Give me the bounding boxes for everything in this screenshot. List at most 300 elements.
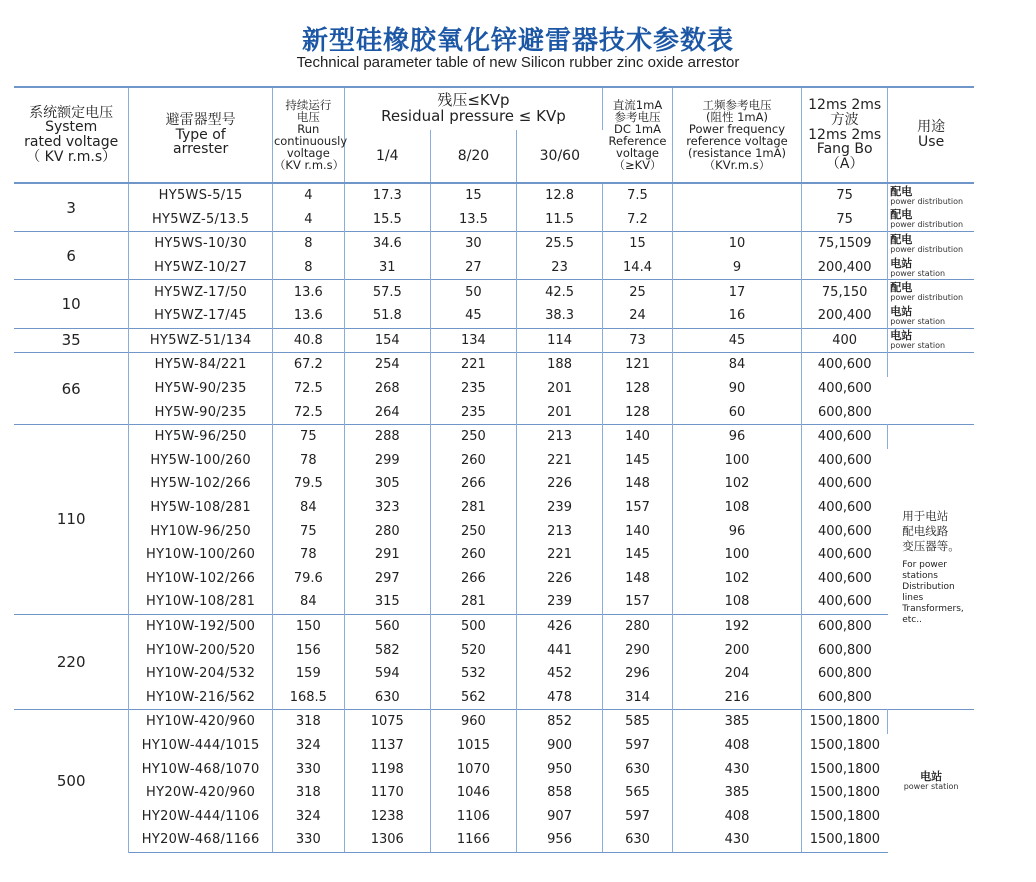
model-cell: HY5W-90/235 — [129, 377, 273, 401]
residual-1-4-cell: 1198 — [344, 757, 430, 781]
run-voltage-cell: 84 — [272, 496, 344, 520]
table-row — [14, 781, 974, 805]
use-en: power distribution — [890, 244, 964, 254]
residual-8-20-cell: 250 — [430, 519, 516, 543]
residual-30-60-cell: 226 — [517, 567, 603, 591]
use-cell — [888, 256, 974, 280]
dc-reference-cell: 15 — [603, 232, 673, 256]
table-row — [14, 757, 974, 781]
model-cell: HY10W-204/532 — [129, 662, 273, 686]
residual-30-60-cell: 452 — [517, 662, 603, 686]
system-voltage-cell: 500 — [14, 710, 129, 853]
model-cell: HY10W-192/500 — [129, 614, 273, 638]
run-voltage-cell: 78 — [272, 543, 344, 567]
dc-reference-cell: 630 — [603, 828, 673, 852]
run-voltage-cell: 324 — [272, 804, 344, 828]
use-cell — [888, 280, 974, 304]
use-en-line: Distribution — [902, 581, 955, 592]
use-cn: 配电 — [890, 184, 913, 198]
residual-1-4-cell: 57.5 — [344, 280, 430, 304]
page-title: 新型硅橡胶氧化锌避雷器技术参数表 — [301, 26, 734, 56]
header-residual-1-4: 1/4 — [344, 130, 430, 183]
residual-30-60-cell: 11.5 — [517, 208, 603, 232]
table-row — [14, 638, 974, 662]
dc-reference-cell: 597 — [603, 804, 673, 828]
residual-1-4-cell: 1137 — [344, 734, 430, 758]
table-row — [14, 804, 974, 828]
table-row — [14, 614, 974, 638]
use-cell — [888, 353, 974, 425]
residual-8-20-cell: 281 — [430, 496, 516, 520]
dc-reference-cell: 280 — [603, 614, 673, 638]
square-wave-cell: 600,800 — [818, 689, 872, 705]
residual-30-60-cell: 950 — [517, 757, 603, 781]
run-voltage-cell: 8 — [272, 232, 344, 256]
residual-30-60-cell: 478 — [517, 685, 603, 709]
power-frequency-cell: 9 — [672, 256, 801, 280]
residual-1-4-cell: 31 — [344, 256, 430, 280]
model-cell: HY5WZ-17/45 — [129, 304, 273, 328]
dc-reference-cell: 565 — [603, 781, 673, 805]
table-row — [14, 567, 974, 591]
residual-30-60-cell: 441 — [517, 638, 603, 662]
residual-30-60-cell: 213 — [517, 424, 603, 448]
system-voltage-cell: 6 — [14, 232, 129, 280]
table-row — [14, 208, 974, 232]
residual-30-60-cell: 852 — [517, 710, 603, 734]
table-row — [14, 734, 974, 758]
residual-1-4-cell: 34.6 — [344, 232, 430, 256]
residual-30-60-cell: 25.5 — [517, 232, 603, 256]
residual-8-20-cell: 30 — [430, 232, 516, 256]
dc-reference-cell: 14.4 — [603, 256, 673, 280]
residual-1-4-cell: 297 — [344, 567, 430, 591]
use-cell — [888, 304, 974, 328]
header-power-frequency: 工频参考电压 (阻性 1mA) Power frequency reference voltage (resistance 1mA) （KVr.m.s） — [672, 87, 801, 183]
square-wave-cell: 1500,1800 — [809, 785, 881, 801]
run-voltage-cell: 67.2 — [272, 353, 344, 377]
model-cell: HY20W-468/1166 — [129, 828, 273, 852]
dc-reference-cell: 290 — [603, 638, 673, 662]
model-cell: HY5W-96/250 — [129, 424, 273, 448]
use-cn-line: 变压器等。 — [902, 538, 960, 553]
table-row — [14, 400, 974, 424]
residual-30-60-cell: 226 — [517, 472, 603, 496]
square-wave-cell: 400,600 — [818, 523, 872, 539]
run-voltage-cell: 84 — [272, 590, 344, 614]
table-row — [14, 232, 974, 256]
residual-30-60-cell: 858 — [517, 781, 603, 805]
table-row — [14, 662, 974, 686]
system-voltage-cell: 10 — [14, 280, 129, 328]
run-voltage-cell: 13.6 — [272, 304, 344, 328]
dc-reference-cell: 157 — [603, 496, 673, 520]
square-wave-cell: 400,600 — [802, 353, 888, 377]
use-cn: 电站 — [890, 329, 913, 343]
residual-8-20-cell: 134 — [430, 328, 516, 353]
dc-reference-cell: 73 — [603, 328, 673, 353]
residual-8-20-cell: 260 — [430, 449, 516, 473]
model-cell: HY5W-84/221 — [129, 353, 273, 377]
residual-8-20-cell: 281 — [430, 590, 516, 614]
residual-1-4-cell: 254 — [344, 353, 430, 377]
use-ehv-block — [888, 771, 974, 791]
run-voltage-cell: 168.5 — [272, 685, 344, 709]
residual-30-60-cell: 213 — [517, 519, 603, 543]
use-en: power station — [890, 268, 946, 278]
run-voltage-cell: 78 — [272, 449, 344, 473]
table-row — [14, 256, 974, 280]
power-frequency-cell: 90 — [672, 377, 801, 401]
use-cn: 电站 — [890, 256, 913, 270]
dc-reference-cell: 140 — [603, 424, 673, 448]
power-frequency-cell: 192 — [672, 614, 801, 638]
use-cn-line: 配电线路 — [902, 523, 949, 538]
square-wave-cell: 400,600 — [818, 594, 872, 610]
square-wave-cell: 600,800 — [818, 642, 872, 658]
model-cell: HY10W-468/1070 — [129, 757, 273, 781]
use-en: power distribution — [890, 293, 964, 303]
table-row — [14, 590, 974, 614]
run-voltage-cell: 79.5 — [272, 472, 344, 496]
table-row — [14, 472, 974, 496]
residual-1-4-cell: 1306 — [344, 828, 430, 852]
residual-1-4-cell: 15.5 — [344, 208, 430, 232]
run-voltage-cell: 72.5 — [272, 400, 344, 424]
square-wave-cell: 400,600 — [818, 381, 872, 397]
dc-reference-cell: 314 — [603, 685, 673, 709]
use-cn-line: 用于电站 — [902, 508, 949, 523]
model-cell: HY20W-420/960 — [129, 781, 273, 805]
power-frequency-cell: 102 — [672, 567, 801, 591]
power-frequency-cell: 96 — [672, 424, 801, 448]
power-frequency-cell: 16 — [672, 304, 801, 328]
table-row — [14, 304, 974, 328]
residual-8-20-cell: 1106 — [430, 804, 516, 828]
power-frequency-cell: 45 — [672, 328, 801, 353]
square-wave-cell: 1500,1800 — [809, 737, 881, 753]
run-voltage-cell: 75 — [272, 519, 344, 543]
model-cell: HY20W-444/1106 — [129, 804, 273, 828]
system-voltage-cell: 35 — [14, 328, 129, 353]
dc-reference-cell: 7.5 — [603, 183, 673, 208]
dc-reference-cell: 7.2 — [603, 208, 673, 232]
residual-8-20-cell: 532 — [430, 662, 516, 686]
model-cell: HY5WZ-5/13.5 — [129, 208, 273, 232]
square-wave-cell: 200,400 — [802, 304, 888, 328]
residual-1-4-cell: 1170 — [344, 781, 430, 805]
system-voltage-cell: 220 — [14, 614, 129, 709]
residual-1-4-cell: 323 — [344, 496, 430, 520]
model-cell: HY10W-96/250 — [129, 519, 273, 543]
residual-8-20-cell: 1015 — [430, 734, 516, 758]
power-frequency-cell: 100 — [672, 449, 801, 473]
power-frequency-cell: 60 — [672, 400, 801, 424]
residual-8-20-cell: 45 — [430, 304, 516, 328]
square-wave-cell: 600,800 — [802, 614, 888, 638]
residual-8-20-cell: 1166 — [430, 828, 516, 852]
residual-8-20-cell: 500 — [430, 614, 516, 638]
run-voltage-cell: 318 — [272, 710, 344, 734]
residual-8-20-cell: 221 — [430, 353, 516, 377]
use-cell — [888, 710, 974, 853]
use-en: power distribution — [890, 220, 964, 230]
model-cell: HY10W-444/1015 — [129, 734, 273, 758]
model-cell: HY5WZ-17/50 — [129, 280, 273, 304]
dc-reference-cell: 140 — [603, 519, 673, 543]
power-frequency-cell: 408 — [672, 804, 801, 828]
table-row — [14, 543, 974, 567]
model-cell: HY10W-200/520 — [129, 638, 273, 662]
residual-1-4-cell: 291 — [344, 543, 430, 567]
power-frequency-cell: 430 — [672, 757, 801, 781]
residual-8-20-cell: 250 — [430, 424, 516, 448]
header-type: 避雷器型号 Type of arrester — [129, 87, 273, 183]
run-voltage-cell: 4 — [272, 208, 344, 232]
header-residual-8-20: 8/20 — [430, 130, 516, 183]
square-wave-cell: 400,600 — [818, 547, 872, 563]
residual-8-20-cell: 13.5 — [430, 208, 516, 232]
model-cell: HY10W-108/281 — [129, 590, 273, 614]
run-voltage-cell: 159 — [272, 662, 344, 686]
table-row — [14, 496, 974, 520]
use-cn: 配电 — [890, 281, 913, 295]
power-frequency-cell: 430 — [672, 828, 801, 852]
square-wave-cell: 75,1509 — [802, 232, 888, 256]
residual-30-60-cell: 239 — [517, 496, 603, 520]
power-frequency-cell: 17 — [672, 280, 801, 304]
header-use: 用途 Use — [888, 87, 974, 183]
square-wave-cell: 600,800 — [818, 666, 872, 682]
run-voltage-cell: 318 — [272, 781, 344, 805]
residual-8-20-cell: 1046 — [430, 781, 516, 805]
residual-1-4-cell: 1075 — [344, 710, 430, 734]
table-row — [14, 424, 974, 448]
dc-reference-cell: 121 — [603, 353, 673, 377]
table-row — [14, 377, 974, 401]
model-cell: HY10W-420/960 — [129, 710, 273, 734]
table-body — [14, 183, 974, 852]
table-row — [14, 328, 974, 353]
power-frequency-cell: 84 — [672, 353, 801, 377]
residual-8-20-cell: 562 — [430, 685, 516, 709]
model-cell: HY10W-216/562 — [129, 685, 273, 709]
square-wave-cell: 600,800 — [818, 404, 872, 420]
dc-reference-cell: 128 — [603, 377, 673, 401]
power-frequency-cell: 100 — [672, 543, 801, 567]
run-voltage-cell: 330 — [272, 757, 344, 781]
power-frequency-cell: 108 — [672, 496, 801, 520]
residual-30-60-cell: 114 — [517, 328, 603, 353]
residual-8-20-cell: 27 — [430, 256, 516, 280]
residual-1-4-cell: 594 — [344, 662, 430, 686]
residual-1-4-cell: 268 — [344, 377, 430, 401]
residual-30-60-cell: 221 — [517, 543, 603, 567]
residual-30-60-cell: 201 — [517, 400, 603, 424]
table-row — [14, 828, 974, 852]
residual-1-4-cell: 582 — [344, 638, 430, 662]
residual-1-4-cell: 315 — [344, 590, 430, 614]
run-voltage-cell: 8 — [272, 256, 344, 280]
use-cn: 电站 — [920, 770, 943, 784]
table-row — [14, 449, 974, 473]
residual-8-20-cell: 960 — [430, 710, 516, 734]
square-wave-cell: 400,600 — [818, 452, 872, 468]
model-cell: HY5W-90/235 — [129, 400, 273, 424]
use-en-line: stations — [902, 570, 938, 581]
run-voltage-cell: 79.6 — [272, 567, 344, 591]
power-frequency-cell: 385 — [672, 781, 801, 805]
residual-30-60-cell: 900 — [517, 734, 603, 758]
square-wave-cell: 400,600 — [818, 476, 872, 492]
square-wave-cell: 75 — [802, 183, 888, 208]
header-system-voltage: 系统额定电压 System rated voltage （ KV r.m.s） — [14, 87, 129, 183]
residual-8-20-cell: 15 — [430, 183, 516, 208]
dc-reference-cell: 145 — [603, 449, 673, 473]
residual-8-20-cell: 235 — [430, 377, 516, 401]
square-wave-cell: 1500,1800 — [809, 761, 881, 777]
square-wave-cell: 1500,1800 — [802, 710, 888, 734]
run-voltage-cell: 13.6 — [272, 280, 344, 304]
header-residual: 残压≤KVp Residual pressure ≤ KVp — [344, 87, 602, 130]
model-cell: HY10W-100/260 — [129, 543, 273, 567]
use-en: power distribution — [890, 196, 964, 206]
residual-1-4-cell: 51.8 — [344, 304, 430, 328]
use-en-line: etc.. — [902, 614, 922, 625]
header-dc-reference: 直流1mA 参考电压 DC 1mA Reference voltage （≥KV） — [603, 87, 673, 183]
use-en: power station — [903, 782, 959, 792]
residual-30-60-cell: 12.8 — [517, 183, 603, 208]
residual-8-20-cell: 235 — [430, 400, 516, 424]
residual-8-20-cell: 266 — [430, 472, 516, 496]
residual-8-20-cell: 50 — [430, 280, 516, 304]
power-frequency-cell: 108 — [672, 590, 801, 614]
table-row — [14, 710, 974, 734]
power-frequency-cell: 385 — [672, 710, 801, 734]
residual-8-20-cell: 266 — [430, 567, 516, 591]
square-wave-cell: 1500,1800 — [809, 808, 881, 824]
dc-reference-cell: 630 — [603, 757, 673, 781]
system-voltage-cell: 110 — [14, 424, 129, 614]
model-cell: HY10W-102/266 — [129, 567, 273, 591]
table-header — [14, 87, 974, 183]
model-cell: HY5W-108/281 — [129, 496, 273, 520]
residual-30-60-cell: 426 — [517, 614, 603, 638]
table-row — [14, 353, 974, 377]
use-cn: 电站 — [890, 304, 913, 318]
use-en-line: Transformers, — [902, 603, 964, 614]
run-voltage-cell: 72.5 — [272, 377, 344, 401]
power-frequency-cell: 204 — [672, 662, 801, 686]
dc-reference-cell: 148 — [603, 472, 673, 496]
system-voltage-cell: 66 — [14, 353, 129, 425]
model-cell: HY5WS-10/30 — [129, 232, 273, 256]
use-substation-block — [888, 509, 974, 626]
page-subtitle: Technical parameter table of new Silicon rubber zinc oxide arrestor — [296, 54, 740, 71]
power-frequency-cell — [672, 183, 801, 208]
parameter-table — [14, 86, 974, 853]
table-row — [14, 685, 974, 709]
power-frequency-cell: 96 — [672, 519, 801, 543]
run-voltage-cell: 75 — [272, 424, 344, 448]
use-en: power station — [890, 341, 946, 351]
use-en-line: lines — [902, 592, 924, 603]
square-wave-cell: 1500,1800 — [802, 828, 888, 852]
model-cell: HY5W-100/260 — [129, 449, 273, 473]
use-cn: 配电 — [890, 208, 913, 222]
dc-reference-cell: 296 — [603, 662, 673, 686]
square-wave-cell: 75,150 — [802, 280, 888, 304]
use-cell — [888, 232, 974, 256]
dc-reference-cell: 128 — [603, 400, 673, 424]
square-wave-cell: 400 — [802, 328, 888, 353]
header-residual-30-60: 30/60 — [517, 130, 603, 183]
residual-8-20-cell: 1070 — [430, 757, 516, 781]
residual-1-4-cell: 560 — [344, 614, 430, 638]
table-row — [14, 519, 974, 543]
use-cell — [888, 183, 974, 208]
dc-reference-cell: 145 — [603, 543, 673, 567]
power-frequency-cell: 200 — [672, 638, 801, 662]
square-wave-cell: 75 — [802, 208, 888, 232]
residual-30-60-cell: 188 — [517, 353, 603, 377]
square-wave-cell: 400,600 — [818, 500, 872, 516]
residual-30-60-cell: 23 — [517, 256, 603, 280]
residual-30-60-cell: 42.5 — [517, 280, 603, 304]
residual-8-20-cell: 260 — [430, 543, 516, 567]
residual-30-60-cell: 239 — [517, 590, 603, 614]
dc-reference-cell: 597 — [603, 734, 673, 758]
use-cell — [888, 328, 974, 353]
use-cn: 配电 — [890, 232, 913, 246]
residual-30-60-cell: 907 — [517, 804, 603, 828]
use-cell — [888, 208, 974, 232]
dc-reference-cell: 148 — [603, 567, 673, 591]
model-cell: HY5WZ-10/27 — [129, 256, 273, 280]
residual-1-4-cell: 305 — [344, 472, 430, 496]
residual-1-4-cell: 1238 — [344, 804, 430, 828]
table-row — [14, 280, 974, 304]
square-wave-cell: 400,600 — [818, 570, 872, 586]
model-cell: HY5WS-5/15 — [129, 183, 273, 208]
residual-8-20-cell: 520 — [430, 638, 516, 662]
residual-1-4-cell: 154 — [344, 328, 430, 353]
power-frequency-cell: 102 — [672, 472, 801, 496]
residual-1-4-cell: 280 — [344, 519, 430, 543]
model-cell: HY5WZ-51/134 — [129, 328, 273, 353]
use-en: power station — [890, 316, 946, 326]
run-voltage-cell: 324 — [272, 734, 344, 758]
use-en-line: For power — [902, 559, 947, 570]
run-voltage-cell: 4 — [272, 183, 344, 208]
residual-1-4-cell: 264 — [344, 400, 430, 424]
run-voltage-cell: 330 — [272, 828, 344, 852]
residual-30-60-cell: 201 — [517, 377, 603, 401]
residual-1-4-cell: 288 — [344, 424, 430, 448]
use-cell — [888, 424, 974, 709]
residual-1-4-cell: 299 — [344, 449, 430, 473]
residual-30-60-cell: 38.3 — [517, 304, 603, 328]
dc-reference-cell: 25 — [603, 280, 673, 304]
residual-30-60-cell: 221 — [517, 449, 603, 473]
dc-reference-cell: 24 — [603, 304, 673, 328]
run-voltage-cell: 156 — [272, 638, 344, 662]
power-frequency-cell: 408 — [672, 734, 801, 758]
dc-reference-cell: 157 — [603, 590, 673, 614]
power-frequency-cell: 10 — [672, 232, 801, 256]
residual-30-60-cell: 956 — [517, 828, 603, 852]
header-square-wave: 12ms 2ms 方波 12ms 2ms Fang Bo （A） — [802, 87, 888, 183]
